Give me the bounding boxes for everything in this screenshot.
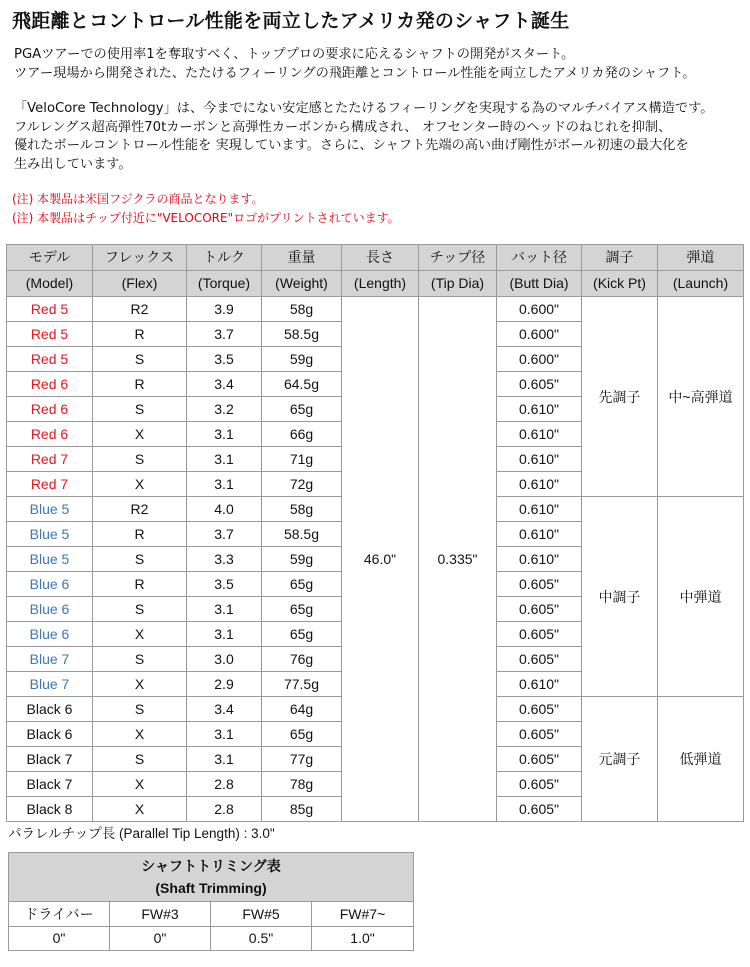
butt-dia-cell: 0.610": [497, 522, 582, 547]
spec-header-en: (Launch): [658, 271, 744, 297]
spec-header-en: (Tip Dia): [419, 271, 497, 297]
trim-header: FW#7~: [312, 902, 414, 927]
flex-cell: R2: [93, 497, 187, 522]
model-cell: Blue 5: [7, 547, 93, 572]
spec-table: [6, 244, 744, 822]
model-cell: Black 8: [7, 797, 93, 822]
tip-dia-cell: 0.335": [419, 297, 497, 822]
torque-cell: 3.0: [187, 647, 262, 672]
tech-line: 生み出しています。: [14, 156, 132, 172]
flex-cell: X: [93, 472, 187, 497]
butt-dia-cell: 0.610": [497, 497, 582, 522]
butt-dia-cell: 0.610": [497, 547, 582, 572]
flex-cell: X: [93, 422, 187, 447]
butt-dia-cell: 0.605": [497, 697, 582, 722]
spec-header-jp: 調子: [582, 245, 658, 271]
flex-cell: R2: [93, 297, 187, 322]
butt-dia-cell: 0.610": [497, 422, 582, 447]
torque-cell: 3.2: [187, 397, 262, 422]
model-cell: Blue 7: [7, 647, 93, 672]
butt-dia-cell: 0.605": [497, 772, 582, 797]
torque-cell: 3.1: [187, 747, 262, 772]
trim-value: 1.0": [312, 927, 414, 951]
spec-row: [7, 297, 744, 322]
butt-dia-cell: 0.605": [497, 797, 582, 822]
technology-paragraph: [14, 100, 713, 174]
torque-cell: 3.7: [187, 522, 262, 547]
weight-cell: 78g: [262, 772, 342, 797]
spec-header-en: (Length): [342, 271, 419, 297]
model-cell: Blue 5: [7, 497, 93, 522]
butt-dia-cell: 0.605": [497, 572, 582, 597]
intro-line: PGAツアーでの使用率1を奪取すべく、トッププロの要求に応えるシャフトの開発がスタート。: [14, 47, 575, 62]
weight-cell: 65g: [262, 597, 342, 622]
kick-point-cell: 元調子: [582, 697, 658, 822]
flex-cell: S: [93, 447, 187, 472]
torque-cell: 3.9: [187, 297, 262, 322]
butt-dia-cell: 0.605": [497, 597, 582, 622]
torque-cell: 3.1: [187, 422, 262, 447]
torque-cell: 4.0: [187, 497, 262, 522]
flex-cell: R: [93, 372, 187, 397]
model-cell: Red 6: [7, 422, 93, 447]
torque-cell: 3.1: [187, 597, 262, 622]
flex-cell: X: [93, 722, 187, 747]
model-cell: Blue 6: [7, 572, 93, 597]
spec-header-jp: 長さ: [342, 245, 419, 271]
parallel-tip-length: パラレルチップ長 (Parallel Tip Length) : 3.0": [8, 826, 275, 841]
torque-cell: 3.3: [187, 547, 262, 572]
butt-dia-cell: 0.610": [497, 472, 582, 497]
butt-dia-cell: 0.605": [497, 622, 582, 647]
weight-cell: 65g: [262, 397, 342, 422]
model-cell: Red 6: [7, 397, 93, 422]
launch-cell: 中弾道: [658, 497, 744, 697]
flex-cell: S: [93, 747, 187, 772]
tech-line: フルレングス超高弾性70tカーボンと高弾性カーボンから構成され、 オフセンター時のヘッドのねじれを抑制、: [14, 119, 672, 135]
kick-point-cell: 中調子: [582, 497, 658, 697]
trimming-table: [8, 852, 414, 951]
trim-header: FW#5: [211, 902, 312, 927]
flex-cell: S: [93, 347, 187, 372]
butt-dia-cell: 0.600": [497, 297, 582, 322]
launch-cell: 中~高弾道: [658, 297, 744, 497]
spec-header-jp: フレックス: [93, 245, 187, 271]
spec-header-en: (Butt Dia): [497, 271, 582, 297]
page-title: 飛距離とコントロール性能を両立したアメリカ発のシャフト誕生: [12, 10, 570, 32]
note-line: (注) 本製品はチップ付近に"VELOCORE"ロゴがプリントされています。: [12, 211, 400, 225]
weight-cell: 58g: [262, 297, 342, 322]
model-cell: Black 6: [7, 697, 93, 722]
trim-header: FW#3: [110, 902, 211, 927]
weight-cell: 64.5g: [262, 372, 342, 397]
flex-cell: X: [93, 672, 187, 697]
flex-cell: R: [93, 572, 187, 597]
weight-cell: 72g: [262, 472, 342, 497]
trim-value: 0.5": [211, 927, 312, 951]
kick-point-cell: 先調子: [582, 297, 658, 497]
model-cell: Blue 6: [7, 597, 93, 622]
flex-cell: S: [93, 647, 187, 672]
model-cell: Blue 5: [7, 522, 93, 547]
model-cell: Red 5: [7, 347, 93, 372]
flex-cell: X: [93, 797, 187, 822]
spec-header-en: (Flex): [93, 271, 187, 297]
flex-cell: R: [93, 322, 187, 347]
notes: [12, 190, 400, 228]
spec-header-en: (Kick Pt): [582, 271, 658, 297]
torque-cell: 3.1: [187, 447, 262, 472]
spec-header-jp: モデル: [7, 245, 93, 271]
spec-header-jp: トルク: [187, 245, 262, 271]
tech-line: 優れたボールコントロール性能を 実現しています。さらに、シャフト先端の高い曲げ剛性がボール初速の最大化を: [14, 138, 689, 153]
torque-cell: 3.4: [187, 697, 262, 722]
flex-cell: R: [93, 522, 187, 547]
model-cell: Red 5: [7, 322, 93, 347]
torque-cell: 3.5: [187, 572, 262, 597]
weight-cell: 85g: [262, 797, 342, 822]
torque-cell: 3.1: [187, 722, 262, 747]
spec-header-en: (Weight): [262, 271, 342, 297]
spec-header-jp: 重量: [262, 245, 342, 271]
weight-cell: 65g: [262, 722, 342, 747]
weight-cell: 59g: [262, 547, 342, 572]
trimming-title-jp: シャフトトリミング表: [141, 858, 281, 874]
weight-cell: 71g: [262, 447, 342, 472]
trim-value-row: [9, 927, 414, 951]
weight-cell: 64g: [262, 697, 342, 722]
torque-cell: 3.4: [187, 372, 262, 397]
model-cell: Red 7: [7, 472, 93, 497]
intro-line: ツアー現場から開発された、たたけるフィーリングの飛距離とコントロール性能を両立したアメリカ発のシャフト。: [14, 65, 696, 81]
trim-value: 0": [9, 927, 110, 951]
weight-cell: 58g: [262, 497, 342, 522]
spec-header-en: (Torque): [187, 271, 262, 297]
trimming-title: [9, 853, 414, 902]
weight-cell: 58.5g: [262, 322, 342, 347]
butt-dia-cell: 0.600": [497, 347, 582, 372]
model-cell: Blue 6: [7, 622, 93, 647]
model-cell: Black 7: [7, 772, 93, 797]
length-cell: 46.0": [342, 297, 419, 822]
model-cell: Blue 7: [7, 672, 93, 697]
spec-header-row-en: [7, 271, 744, 297]
spec-header-jp: チップ径: [419, 245, 497, 271]
torque-cell: 2.9: [187, 672, 262, 697]
torque-cell: 2.8: [187, 797, 262, 822]
weight-cell: 66g: [262, 422, 342, 447]
butt-dia-cell: 0.610": [497, 397, 582, 422]
spec-header-jp: 弾道: [658, 245, 744, 271]
torque-cell: 3.1: [187, 622, 262, 647]
flex-cell: S: [93, 597, 187, 622]
butt-dia-cell: 0.605": [497, 722, 582, 747]
trim-header: ドライバー: [9, 902, 110, 927]
butt-dia-cell: 0.605": [497, 747, 582, 772]
model-cell: Red 5: [7, 297, 93, 322]
weight-cell: 58.5g: [262, 522, 342, 547]
butt-dia-cell: 0.605": [497, 372, 582, 397]
note-line: (注) 本製品は米国フジクラの商品となります。: [12, 192, 264, 206]
model-cell: Black 7: [7, 747, 93, 772]
weight-cell: 59g: [262, 347, 342, 372]
spec-header-row-jp: [7, 245, 744, 271]
model-cell: Red 7: [7, 447, 93, 472]
tech-line: 「VeloCore Technology」は、今までにない安定感とたたけるフィーリングを実現する為のマルチバイアス構造です。: [14, 101, 714, 116]
spec-header-jp: バット径: [497, 245, 582, 271]
weight-cell: 76g: [262, 647, 342, 672]
butt-dia-cell: 0.610": [497, 672, 582, 697]
launch-cell: 低弾道: [658, 697, 744, 822]
weight-cell: 65g: [262, 572, 342, 597]
model-cell: Black 6: [7, 722, 93, 747]
weight-cell: 77.5g: [262, 672, 342, 697]
torque-cell: 2.8: [187, 772, 262, 797]
butt-dia-cell: 0.605": [497, 647, 582, 672]
flex-cell: X: [93, 772, 187, 797]
model-cell: Red 6: [7, 372, 93, 397]
flex-cell: X: [93, 622, 187, 647]
torque-cell: 3.1: [187, 472, 262, 497]
torque-cell: 3.7: [187, 322, 262, 347]
flex-cell: S: [93, 697, 187, 722]
butt-dia-cell: 0.600": [497, 322, 582, 347]
spec-header-en: (Model): [7, 271, 93, 297]
flex-cell: S: [93, 397, 187, 422]
trimming-title-en: (Shaft Trimming): [155, 880, 267, 896]
intro-paragraph: [14, 46, 695, 83]
trim-value: 0": [110, 927, 211, 951]
weight-cell: 77g: [262, 747, 342, 772]
butt-dia-cell: 0.610": [497, 447, 582, 472]
flex-cell: S: [93, 547, 187, 572]
weight-cell: 65g: [262, 622, 342, 647]
torque-cell: 3.5: [187, 347, 262, 372]
